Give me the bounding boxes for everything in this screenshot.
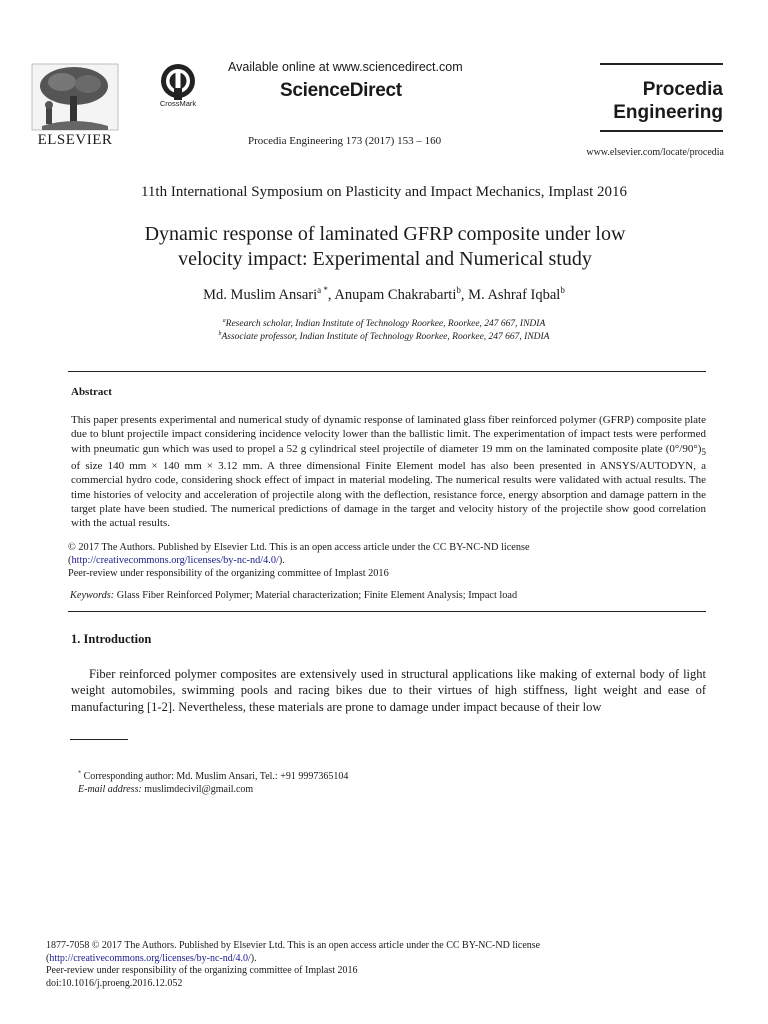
journal-citation: Procedia Engineering 173 (2017) 153 – 160 bbox=[248, 135, 442, 147]
keywords bbox=[70, 590, 710, 601]
affiliation-mark: b bbox=[218, 330, 222, 337]
author-name: Md. Muslim Ansari bbox=[203, 287, 318, 303]
affiliation-mark: a bbox=[222, 317, 226, 324]
affiliation-item bbox=[0, 318, 768, 331]
journal-brand-line1: Procedia bbox=[642, 79, 723, 100]
journal-brand-rule-top bbox=[600, 63, 723, 65]
paper-title bbox=[60, 222, 710, 272]
footnote-mark: * bbox=[78, 769, 82, 777]
copyright-license bbox=[68, 541, 708, 580]
affiliation-text: Associate professor, Indian Institute of Technology Roorkee, Roorkee, 247 667, INDIA bbox=[221, 332, 550, 342]
paper-title-line1: Dynamic response of laminated GFRP composite under low bbox=[144, 223, 626, 245]
keywords-text: Glass Fiber Reinforced Polymer; Material characterization; Finite Element Analysis; Impact load bbox=[114, 590, 518, 601]
author-marks: b bbox=[560, 285, 565, 296]
abstract-text-part1: This paper presents experimental and numerical study of dynamic response of laminated glass fiber reinforced polymer (GFRP) composite plate due to blunt projectile impact considering incidence velocity lower than the ballistic limit. The experimentation of impact tests were performed with pneumatic gun which was used to propel a 52 g cylindrical steel projectile of diameter 19 mm on the laminated composite plate (0°/90°) bbox=[71, 414, 706, 455]
available-online-text[interactable]: Available online at www.sciencedirect.com bbox=[228, 60, 463, 74]
journal-url-link[interactable]: www.elsevier.com/locate/procedia bbox=[586, 147, 724, 158]
conference-name: 11th International Symposium on Plasticity and Impact Mechanics, Implast 2016 bbox=[140, 184, 628, 200]
doi[interactable]: doi:10.1016/j.proeng.2016.12.052 bbox=[46, 977, 183, 989]
corresponding-author-footnote bbox=[78, 771, 348, 796]
footnote-rule bbox=[70, 739, 128, 740]
author-separator: , bbox=[460, 287, 469, 303]
keywords-label: Keywords: bbox=[70, 590, 115, 601]
footnote-author: Corresponding author: Md. Muslim Ansari, Tel.: +91 9997365104 bbox=[81, 771, 349, 782]
footer-peer-review: Peer-review under responsibility of the organizing committee of Implast 2016 bbox=[46, 965, 358, 976]
journal-brand bbox=[600, 78, 723, 124]
journal-brand-rule-bottom bbox=[600, 130, 723, 132]
page-footer bbox=[46, 940, 746, 990]
license-link-line: (http://creativecommons.org/licenses/by-nc-nd/4.0/). bbox=[68, 555, 285, 566]
license-line: © 2017 The Authors. Published by Elsevier Ltd. This is an open access article under the CC BY-NC-ND license bbox=[68, 542, 530, 553]
footer-license-link[interactable]: http://creativecommons.org/licenses/by-nc-nd/4.0/ bbox=[49, 952, 251, 964]
abstract-text bbox=[71, 413, 706, 531]
affiliations bbox=[0, 318, 768, 344]
author-marks: b bbox=[456, 285, 461, 296]
email-label: E-mail address: bbox=[78, 783, 142, 795]
affiliation-text: Research scholar, Indian Institute of Technology Roorkee, Roorkee, 247 667, INDIA bbox=[225, 319, 546, 329]
abstract-rule-top bbox=[68, 371, 706, 372]
abstract-subscript: 5 bbox=[701, 446, 706, 457]
paper-title-line2: velocity impact: Experimental and Numerical study bbox=[178, 248, 592, 270]
affiliation-item bbox=[0, 331, 768, 344]
author-marks: a * bbox=[317, 285, 328, 296]
issn-license-line: 1877-7058 © 2017 The Authors. Published by Elsevier Ltd. This is an open access article under the CC BY-NC-ND license bbox=[46, 940, 541, 951]
crossmark-label: CrossMark bbox=[159, 99, 197, 108]
author-name: M. Ashraf Iqbal bbox=[468, 287, 561, 303]
sciencedirect-brand[interactable]: ScienceDirect bbox=[280, 80, 402, 101]
license-link[interactable]: http://creativecommons.org/licenses/by-nc-nd/4.0/ bbox=[71, 555, 279, 566]
author-name: Anupam Chakrabarti bbox=[334, 287, 457, 303]
abstract-heading: Abstract bbox=[71, 386, 112, 398]
introduction-paragraph: Fiber reinforced polymer composites are extensively used in structural applications like making of external body of light weight automobiles, swimming pools and racing bikes due to their virtues of high stiffness, light weight and ease of manufacturing [1-2]. Nevertheless, these materials are prone to damage under impact because of their low bbox=[71, 667, 706, 714]
abstract-rule-bottom bbox=[68, 611, 706, 612]
journal-brand-line2: Engineering bbox=[613, 102, 723, 123]
abstract-text-part2: of size 140 mm × 140 mm × 3.12 mm. A three dimensional Finite Element model has also been presented in ANSYS/AUTODYN, a commercial hydro code, considering shock effect of impact in material modeling. The numerical results were validated with actual results. The time histories of velocity and acceleration of projectile along with the deflection, resistance force, energy absorption and damage pattern in the target plate have been studied. The numerical predictions of damage in the target and velocity history of the projectile show good correlation with the actual results. bbox=[71, 460, 706, 530]
author-list bbox=[0, 287, 768, 304]
footer-link-line: (http://creativecommons.org/licenses/by-nc-nd/4.0/). bbox=[46, 952, 257, 964]
email-address[interactable]: muslimdecivil@gmail.com bbox=[141, 783, 254, 795]
section-heading: 1. Introduction bbox=[71, 632, 152, 646]
publisher-wordmark: ELSEVIER bbox=[37, 132, 113, 148]
author-separator: , bbox=[327, 287, 335, 303]
peer-review-line: Peer-review under responsibility of the organizing committee of Implast 2016 bbox=[68, 568, 389, 579]
